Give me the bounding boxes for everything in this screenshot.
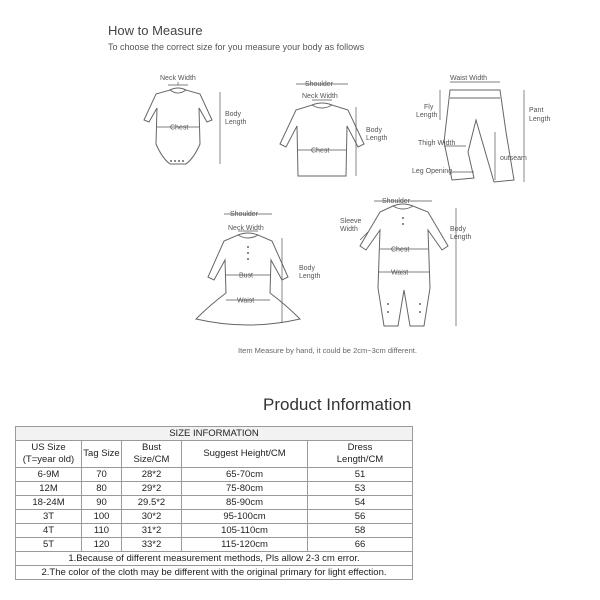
cell-us-size: 12M bbox=[16, 482, 82, 496]
romper-diagram bbox=[338, 192, 478, 332]
romper-length-label: Length bbox=[450, 234, 472, 241]
cell-bust-size: 29.5*2 bbox=[122, 496, 182, 510]
pants-thigh-label: Thigh Width bbox=[418, 140, 456, 147]
cell-tag-size: 90 bbox=[82, 496, 122, 510]
cell-tag-size: 110 bbox=[82, 524, 122, 538]
romper-sleeve-label: Sleeve bbox=[340, 218, 362, 225]
dress-waist-label: Waist bbox=[237, 297, 255, 305]
how-to-measure-title: How to Measure bbox=[108, 23, 203, 38]
cell-dress-length: 51 bbox=[308, 468, 413, 482]
header-bust-size: Bust Size/CM bbox=[122, 441, 182, 468]
cell-suggest-height: 65-70cm bbox=[182, 468, 308, 482]
cell-suggest-height: 115-120cm bbox=[182, 538, 308, 552]
table-row bbox=[16, 496, 413, 510]
pants-pant-label: Pant bbox=[529, 107, 544, 114]
table-row bbox=[16, 510, 413, 524]
cell-bust-size: 31*2 bbox=[122, 524, 182, 538]
bodysuit-chest-label: Chest bbox=[170, 124, 189, 132]
cell-us-size: 3T bbox=[16, 510, 82, 524]
size-table bbox=[15, 426, 413, 580]
cell-suggest-height: 95-100cm bbox=[182, 510, 308, 524]
top-neck-label: Neck Width bbox=[302, 93, 338, 100]
pants-diagram bbox=[412, 72, 576, 187]
cell-dress-length: 56 bbox=[308, 510, 413, 524]
cell-suggest-height: 105-110cm bbox=[182, 524, 308, 538]
pants-fly-label: Fly bbox=[424, 104, 434, 111]
cell-us-size: 5T bbox=[16, 538, 82, 552]
pants-outseam-label: outseam bbox=[500, 155, 527, 162]
cell-bust-size: 33*2 bbox=[122, 538, 182, 552]
table-row bbox=[16, 524, 413, 538]
table-row bbox=[16, 468, 413, 482]
dress-shoulder-label: Shoulder bbox=[230, 211, 259, 218]
pants-fly-length-label: Length bbox=[416, 112, 438, 119]
cell-dress-length: 54 bbox=[308, 496, 413, 510]
dress-bust-label: Bust bbox=[239, 272, 254, 280]
size-table-title: SIZE INFORMATION bbox=[16, 427, 413, 441]
cell-bust-size: 30*2 bbox=[122, 510, 182, 524]
cell-us-size: 4T bbox=[16, 524, 82, 538]
top-chest-label: Chest bbox=[311, 147, 330, 155]
cell-tag-size: 70 bbox=[82, 468, 122, 482]
table-row bbox=[16, 538, 413, 552]
cell-us-size: 6-9M bbox=[16, 468, 82, 482]
dress-length-label: Length bbox=[299, 273, 321, 280]
header-suggest-height: Suggest Height/CM bbox=[182, 441, 308, 468]
cell-dress-length: 53 bbox=[308, 482, 413, 496]
romper-waist-label: Waist bbox=[391, 269, 409, 277]
cell-suggest-height: 85-90cm bbox=[182, 496, 308, 510]
header-us-size: US Size (T=year old) bbox=[16, 441, 82, 468]
top-shoulder-label: Shoulder bbox=[305, 81, 334, 88]
how-to-measure-subtitle: To choose the correct size for you measure your body as follows bbox=[108, 42, 365, 52]
romper-body-label: Body bbox=[450, 226, 466, 233]
top-body-label: Body bbox=[366, 127, 382, 134]
cell-us-size: 18-24M bbox=[16, 496, 82, 510]
header-dress-length: Dress Length/CM bbox=[308, 441, 413, 468]
pants-leg-label: Leg Opening bbox=[412, 168, 453, 175]
romper-chest-label: Chest bbox=[391, 246, 410, 254]
cell-dress-length: 58 bbox=[308, 524, 413, 538]
top-length-label: Length bbox=[366, 135, 388, 142]
cell-suggest-height: 75-80cm bbox=[182, 482, 308, 496]
dress-body-label: Body bbox=[299, 265, 315, 272]
bodysuit-length-label: Length bbox=[225, 119, 247, 126]
bodysuit-neck-label: Neck Width bbox=[160, 75, 196, 82]
top-diagram bbox=[272, 72, 397, 182]
measure-note: Item Measure by hand, it could be 2cm~3cm different. bbox=[238, 346, 417, 355]
pants-pant-length-label: Length bbox=[529, 116, 551, 123]
table-note-color: 2.The color of the cloth may be different with the original primary for light effection. bbox=[16, 566, 413, 580]
cell-tag-size: 120 bbox=[82, 538, 122, 552]
cell-bust-size: 28*2 bbox=[122, 468, 182, 482]
header-tag-size: Tag Size bbox=[82, 441, 122, 468]
cell-bust-size: 29*2 bbox=[122, 482, 182, 496]
product-information-title: Product Information bbox=[263, 395, 412, 414]
cell-dress-length: 66 bbox=[308, 538, 413, 552]
cell-tag-size: 80 bbox=[82, 482, 122, 496]
bodysuit-body-label: Body bbox=[225, 111, 241, 118]
pants-waist-label: Waist Width bbox=[450, 75, 488, 82]
table-note-measurement: 1.Because of different measurement methods, Pls allow 2-3 cm error. bbox=[16, 552, 413, 566]
romper-shoulder-label: Shoulder bbox=[382, 198, 411, 205]
table-row bbox=[16, 482, 413, 496]
dress-diagram bbox=[196, 205, 331, 330]
bodysuit-diagram bbox=[128, 72, 253, 177]
romper-sleeve-width-label: Width bbox=[340, 226, 358, 233]
cell-tag-size: 100 bbox=[82, 510, 122, 524]
dress-neck-label: Neck Width bbox=[228, 225, 264, 232]
